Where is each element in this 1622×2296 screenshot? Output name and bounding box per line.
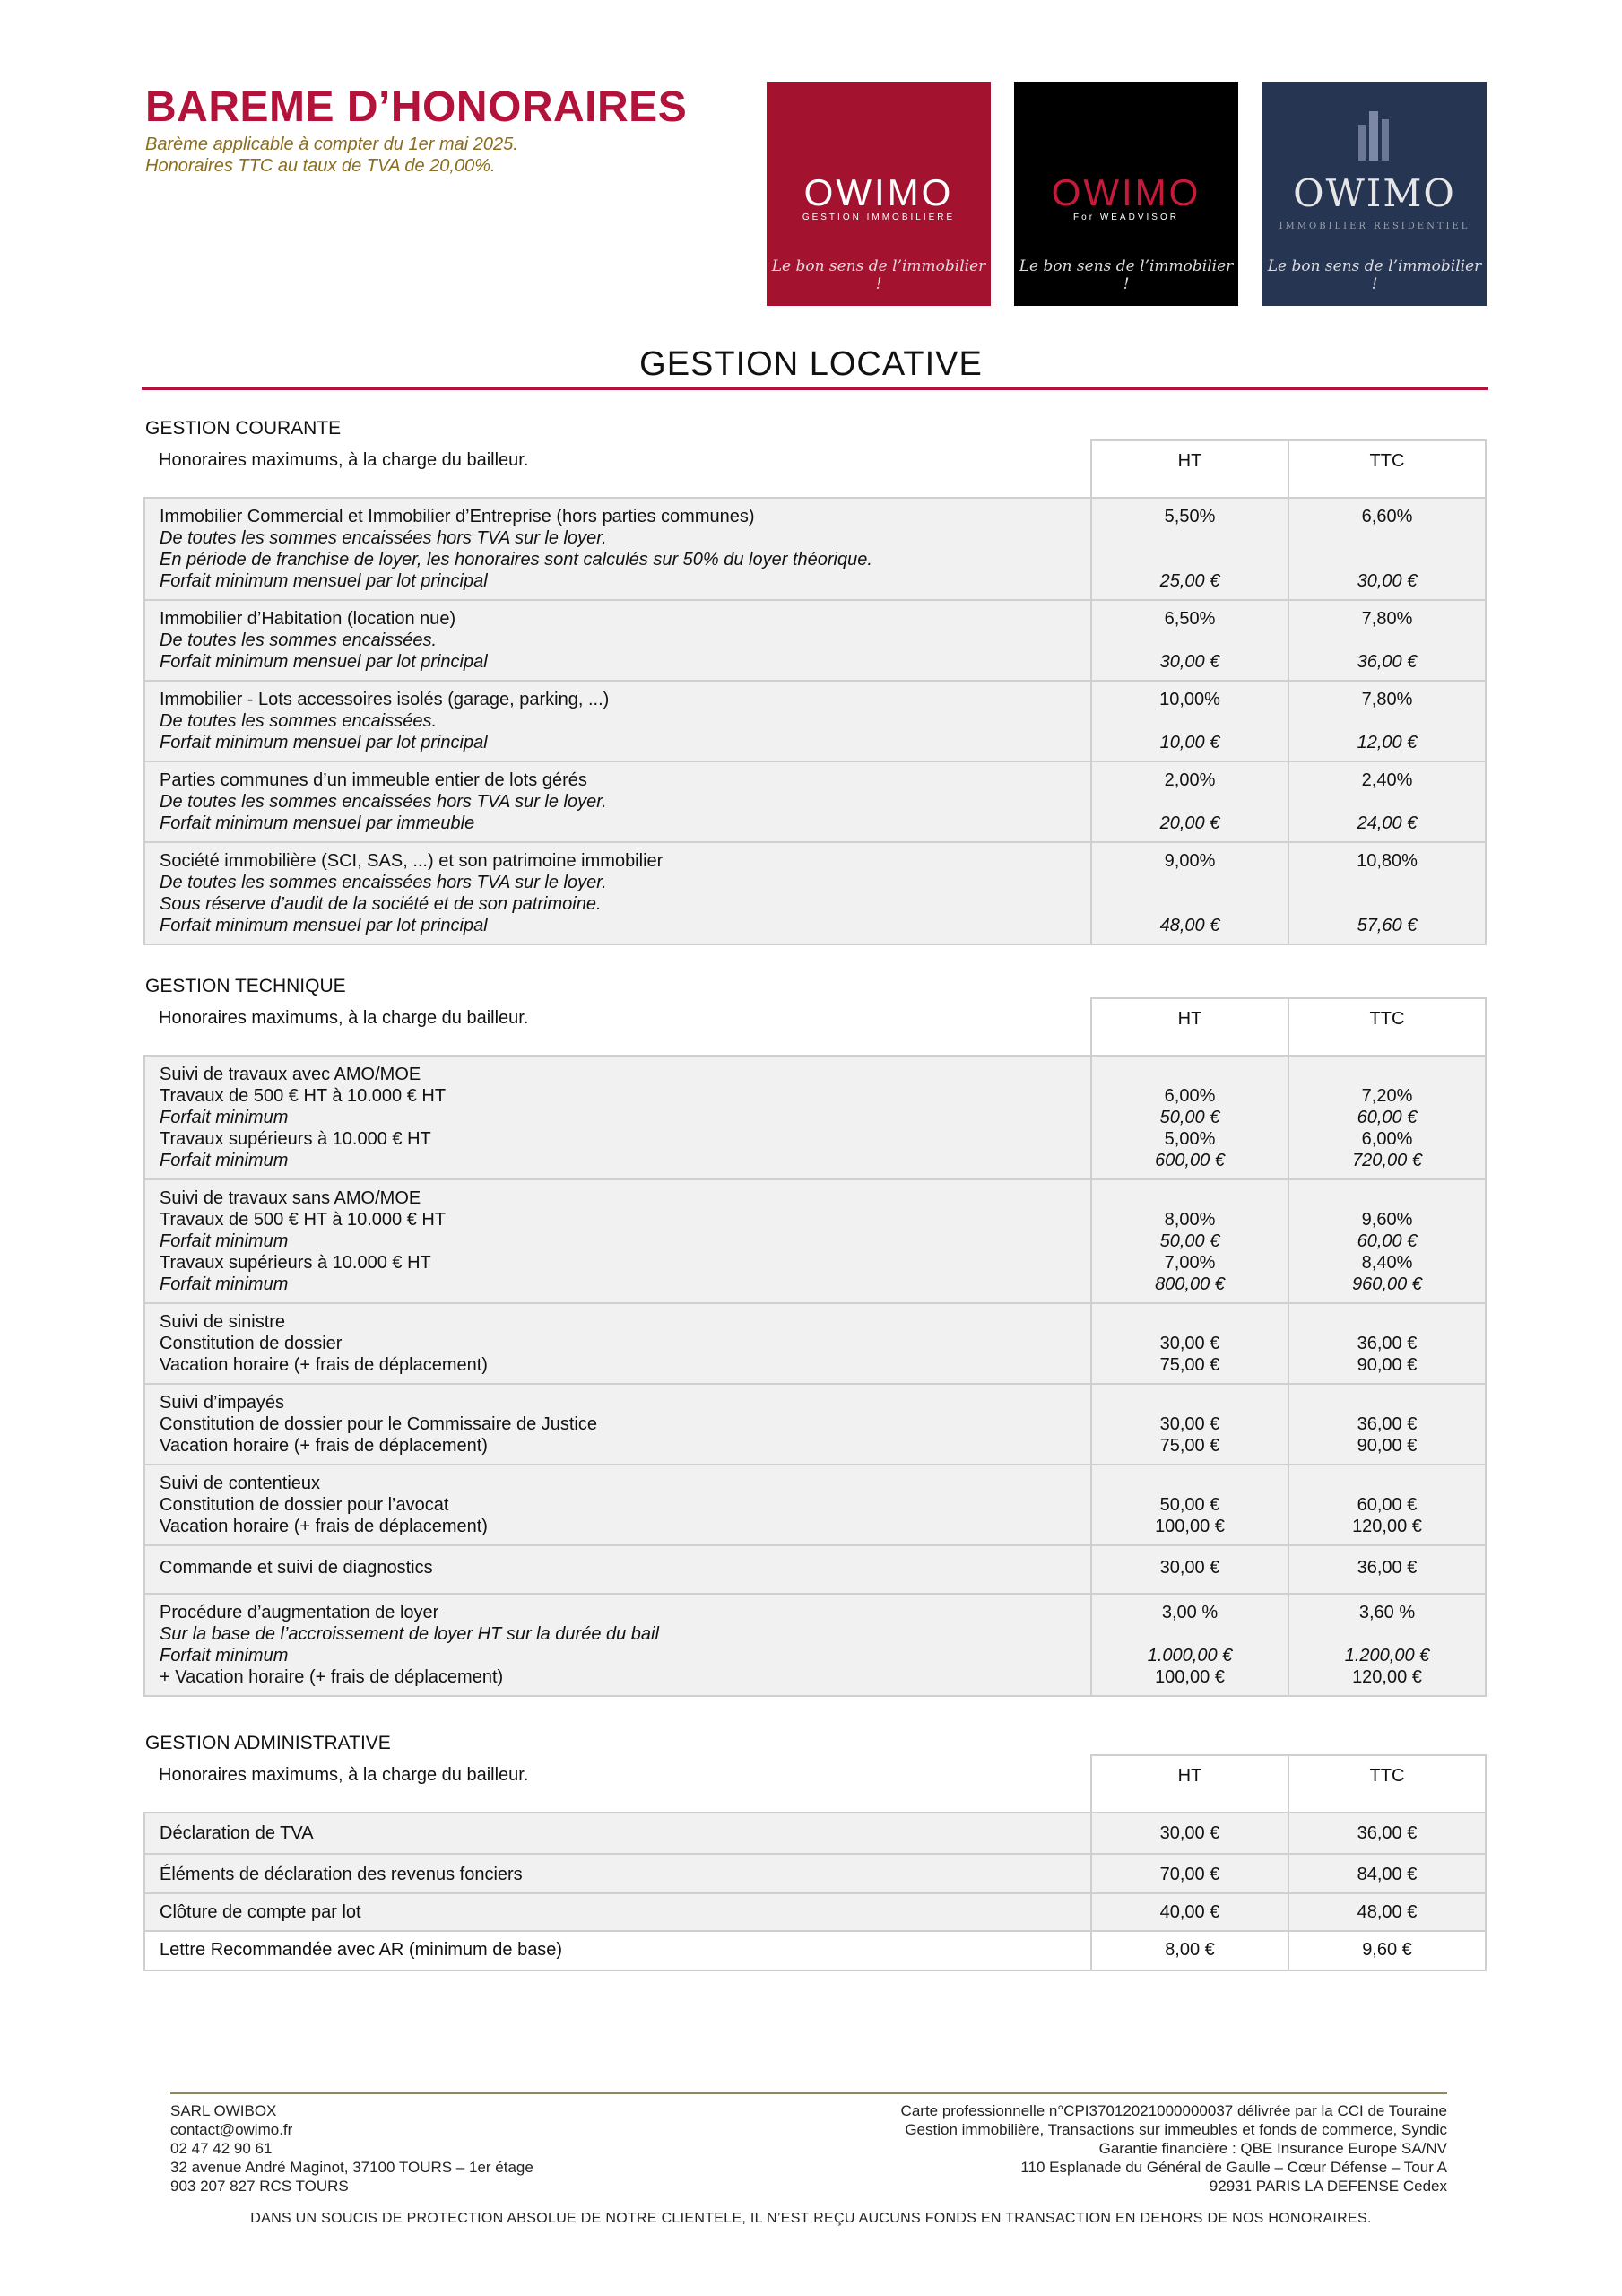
section-gestion-technique: GESTION TECHNIQUE (145, 976, 346, 996)
col-ht: HT (1091, 998, 1288, 1056)
footer-notice: DANS UN SOUCIS DE PROTECTION ABSOLUE DE NOTRE CLIENTELE, IL N’EST REÇU AUCUNS FONDS EN TRANSACTION EN DEHORS DE NOS HONORAIRES. (250, 2211, 1372, 2226)
table-row: Commande et suivi de diagnostics 30,00 € 36,00 € (144, 1545, 1486, 1594)
col-ttc: TTC (1288, 998, 1486, 1056)
table-row: Parties communes d’un immeuble entier de lots gérés De toutes les sommes encaissées hors TVA sur le loyer. Forfait minimum mensuel par immeuble 2,00% 20,00 € 2,40% 24,00 € (144, 761, 1486, 842)
table-row: Suivi de travaux avec AMO/MOE Travaux de 500 € HT à 10.000 € HT Forfait minimum Travaux supérieurs à 10.000 € HT Forfait minimum 6,00% 50,00 € 5,00% 600,00 € 7,20% 60,00 € 6,00% 720,00 € (144, 1056, 1486, 1179)
table-row: Clôture de compte par lot 40,00 € 48,00 € (144, 1893, 1486, 1931)
subtitle-date: Barème applicable à compter du 1er mai 2025. (145, 135, 518, 154)
table-row: Suivi de contentieux Constitution de dossier pour l’avocat Vacation horaire (+ frais de déplacement) 50,00 € 100,00 € 60,00 € 120,00 € (144, 1465, 1486, 1545)
table-row: Immobilier Commercial et Immobilier d’Entreprise (hors parties communes) De toutes les sommes encaissées hors TVA sur le loyer. En période de franchise de loyer, les honoraires sont calculés sur 50% du loyer théorique. Forfait minimum mensuel par lot principal 5,50% 25,00 € 6,60% 30,00 € (144, 498, 1486, 600)
table-row: Suivi de sinistre Constitution de dossier Vacation horaire (+ frais de déplacement) 30,00 € 75,00 € 36,00 € 90,00 € (144, 1303, 1486, 1384)
intro-text: Honoraires maximums, à la charge du bailleur. (144, 1755, 1091, 1813)
logo-gestion-immobiliere: OWIMO GESTION IMMOBILIERE Le bon sens de l’immobilier ! (767, 82, 991, 306)
table-row: Suivi d’impayés Constitution de dossier pour le Commissaire de Justice Vacation horaire (+ frais de déplacement) 30,00 € 75,00 € 36,00 € 90,00 € (144, 1384, 1486, 1465)
logo-weadvisor: OWIMO For WEADVISOR Le bon sens de l’immobilier ! (1014, 82, 1238, 306)
section-gestion-administrative: GESTION ADMINISTRATIVE (145, 1733, 391, 1753)
page-title: BAREME D’HONORAIRES (145, 83, 688, 131)
footer-legal-info: Carte professionnelle n°CPI37012021000000037 délivrée par la CCI de Touraine Gestion immobilière, Transactions sur immeubles et fonds de commerce, Syndic Garantie financière : QBE Insurance Europe SA/NV 110 Esplanade du Général de Gaulle – Cœur Défense – Tour A 92931 PARIS LA DEFENSE Cedex (900, 2102, 1447, 2195)
col-ttc: TTC (1288, 1755, 1486, 1813)
table-gestion-administrative (143, 1754, 1487, 1971)
logo-immobilier-residentiel: OWIMO IMMOBILIER RESIDENTIEL Le bon sens de l’immobilier ! (1262, 82, 1487, 306)
intro-text: Honoraires maximums, à la charge du bailleur. (144, 440, 1091, 498)
title-divider (142, 387, 1488, 390)
footer-divider (170, 2092, 1447, 2094)
col-ht: HT (1091, 1755, 1288, 1813)
subtitle-vat: Honoraires TTC au taux de TVA de 20,00%. (145, 156, 496, 176)
building-icon (1357, 107, 1392, 161)
table-row: Lettre Recommandée avec AR (minimum de base) 8,00 € 9,60 € (144, 1931, 1486, 1970)
table-row: Suivi de travaux sans AMO/MOE Travaux de 500 € HT à 10.000 € HT Forfait minimum Travaux supérieurs à 10.000 € HT Forfait minimum 8,00% 50,00 € 7,00% 800,00 € 9,60% 60,00 € 8,40% 960,00 € (144, 1179, 1486, 1303)
section-gestion-courante: GESTION COURANTE (145, 418, 342, 439)
table-row: Société immobilière (SCI, SAS, ...) et son patrimoine immobilier De toutes les sommes encaissées hors TVA sur le loyer. Sous réserve d’audit de la société et de son patrimoine. Forfait minimum mensuel par lot principal 9,00% 48,00 € 10,80% 57,60 € (144, 842, 1486, 944)
table-row: Déclaration de TVA 30,00 € 36,00 € (144, 1813, 1486, 1854)
col-ht: HT (1091, 440, 1288, 498)
table-row: Éléments de déclaration des revenus fonciers 70,00 € 84,00 € (144, 1854, 1486, 1893)
table-row: Immobilier d’Habitation (location nue) De toutes les sommes encaissées. Forfait minimum mensuel par lot principal 6,50% 30,00 € 7,80% 36,00 € (144, 600, 1486, 681)
table-row: Procédure d’augmentation de loyer Sur la base de l’accroissement de loyer HT sur la durée du bail Forfait minimum + Vacation horaire (+ frais de déplacement) 3,00 % 1.000,00 € 100,00 € 3,60 % 1.200,00 € 120,00 € (144, 1594, 1486, 1696)
section-title: GESTION LOCATIVE (639, 345, 983, 383)
footer-company-info: SARL OWIBOX contact@owimo.fr 02 47 42 90 61 32 avenue André Maginot, 37100 TOURS – 1er étage 903 207 827 RCS TOURS (170, 2102, 533, 2195)
table-row: Immobilier - Lots accessoires isolés (garage, parking, ...) De toutes les sommes encaissées. Forfait minimum mensuel par lot principal 10,00% 10,00 € 7,80% 12,00 € (144, 681, 1486, 761)
table-gestion-technique (143, 997, 1487, 1697)
table-gestion-courante (143, 439, 1487, 945)
col-ttc: TTC (1288, 440, 1486, 498)
intro-text: Honoraires maximums, à la charge du bailleur. (144, 998, 1091, 1056)
